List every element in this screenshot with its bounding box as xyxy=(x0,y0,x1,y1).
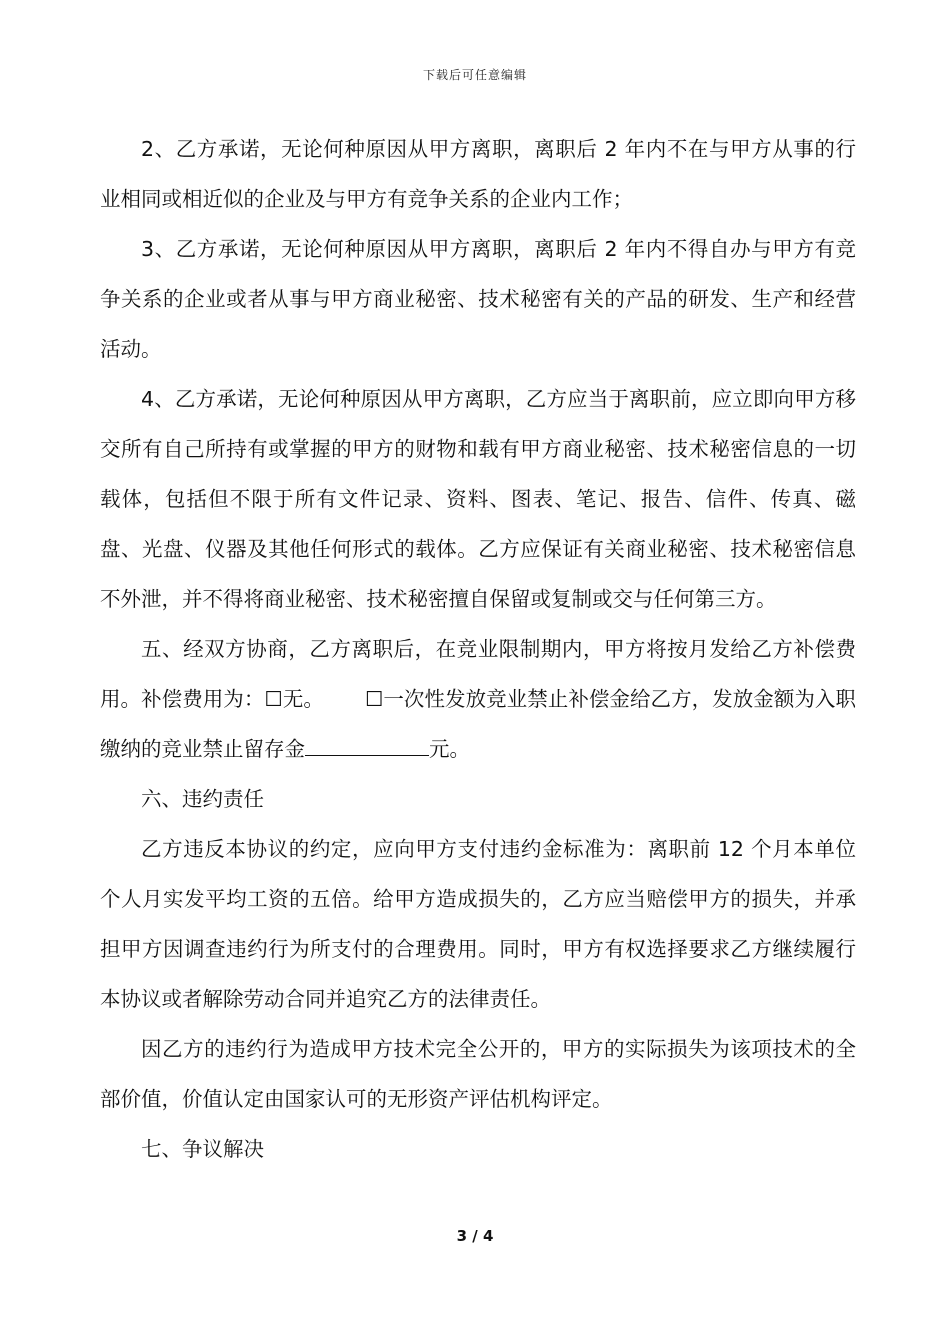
clause-2: 2、乙方承诺，无论何种原因从甲方离职，离职后 2 年内不在与甲方从事的行业相同或相近似的企业及与甲方有竞争关系的企业内工作； xyxy=(100,137,856,211)
option-lump-sum-checkbox: ☐一次性发放竞业禁止补偿金给乙方，发放金额为入职缴纳的竞业禁止留存金 xyxy=(100,687,856,761)
option-none-checkbox: ☐无。 xyxy=(264,687,324,711)
document-body xyxy=(100,124,856,1174)
dispute-heading: 七、争议解决 xyxy=(141,1137,264,1161)
amount-blank xyxy=(305,733,429,756)
compensation-clause xyxy=(100,624,856,774)
clause-4: 4、乙方承诺，无论何种原因从甲方离职，乙方应当于离职前，应立即向甲方移交所有自己所持有或掌握的甲方的财物和载有甲方商业秘密、技术秘密信息的一切载体，包括但不限于所有文件记录、资料、图表、笔记、报告、信件、传真、磁盘、光盘、仪器及其他任何形式的载体。乙方应保证有关商业秘密、技术秘密信息不外泄，并不得将商业秘密、技术秘密擅自保留或复制或交与任何第三方。 xyxy=(100,387,856,611)
breach-paragraph-1: 乙方违反本协议的约定，应向甲方支付违约金标准为：离职前 12 个月本单位个人月实发平均工资的五倍。给甲方造成损失的，乙方应当赔偿甲方的损失，并承担甲方因调查违约行为所支付的合理费用。同时，甲方有权选择要求乙方继续履行本协议或者解除劳动合同并追究乙方的法律责任。 xyxy=(100,837,856,1011)
page-number: 3 / 4 xyxy=(456,1227,494,1245)
clause-3: 3、乙方承诺，无论何种原因从甲方离职，离职后 2 年内不得自办与甲方有竞争关系的企业或者从事与甲方商业秘密、技术秘密有关的产品的研发、生产和经营活动。 xyxy=(100,237,856,361)
breach-paragraph-2: 因乙方的违约行为造成甲方技术完全公开的，甲方的实际损失为该项技术的全部价值，价值认定由国家认可的无形资产评估机构评定。 xyxy=(100,1037,856,1111)
compensation-intro: 五、经双方协商，乙方离职后，在竞业限制期内，甲方将按月发给乙方补偿费用。补偿费用为： xyxy=(100,637,856,711)
amount-suffix: 元。 xyxy=(429,737,470,761)
breach-heading: 六、违约责任 xyxy=(141,787,264,811)
page-header: 下载后可任意编辑 xyxy=(422,68,527,82)
